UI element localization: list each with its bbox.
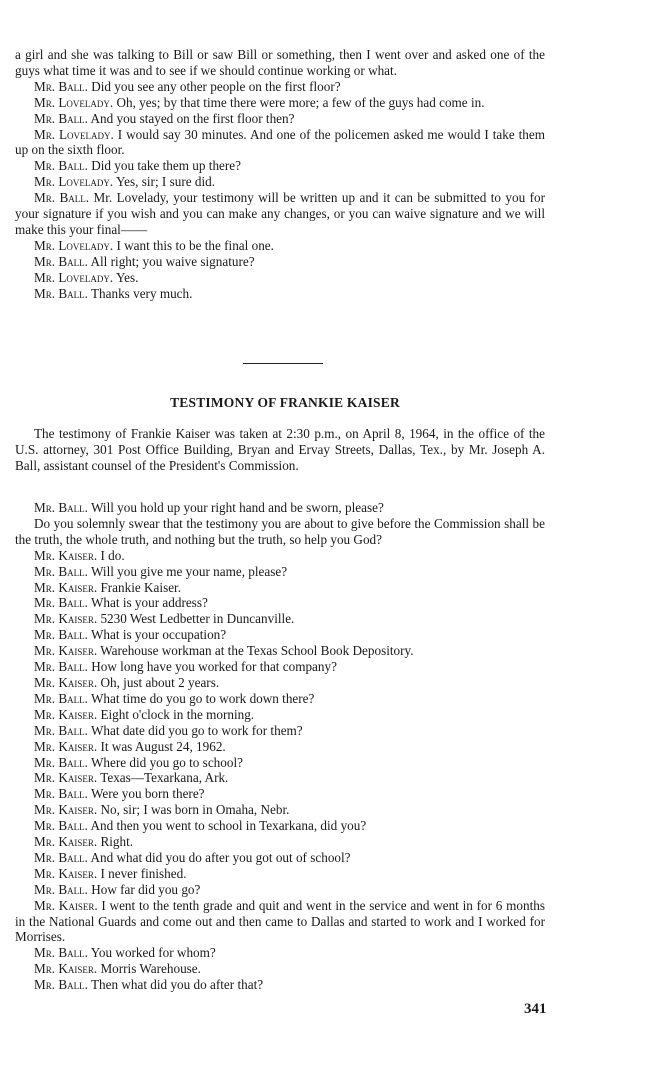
speech-text: What is your occupation? [87, 627, 227, 643]
speech-text: Do you solemnly swear that the testimony you are about to give before the Commission shall be the truth, the whole truth, and nothing but the truth, so help you God? [15, 515, 545, 547]
transcript-paragraph [15, 174, 545, 190]
testimony-intro [15, 426, 545, 474]
speaker-label: Mr. Kaiser. [34, 834, 98, 850]
speech-text: I went to the tenth grade and quit and went in the service and went in for 6 months in the National Guards and come out and then came to Dallas and started to work and I worked for Morrises. [15, 897, 545, 945]
speaker-label: Mr. Ball. [34, 110, 88, 126]
transcript-paragraph [15, 127, 545, 159]
speech-text: Thanks very much. [87, 285, 193, 301]
speaker-label: Mr. Ball. [34, 881, 88, 897]
speech-text: Yes. [113, 269, 139, 285]
top-transcript-section [15, 47, 545, 302]
speech-text: I do. [97, 547, 125, 563]
transcript-paragraph [15, 111, 545, 127]
speaker-label: Mr. Ball. [34, 190, 90, 206]
transcript-paragraph [15, 611, 545, 627]
transcript-paragraph [15, 238, 545, 254]
speaker-label: Mr. Lovelady. [34, 94, 114, 110]
speech-text: Then what did you do after that? [87, 977, 264, 993]
transcript-paragraph [15, 190, 545, 238]
transcript-paragraph [15, 802, 545, 818]
speaker-label: Mr. Lovelady. [34, 174, 114, 190]
transcript-paragraph [15, 580, 545, 596]
speech-text: I never finished. [97, 865, 187, 881]
speech-text: How far did you go? [87, 881, 201, 897]
speaker-label: Mr. Kaiser. [34, 674, 98, 690]
speaker-label: Mr. Kaiser. [34, 865, 98, 881]
speaker-label: Mr. Kaiser. [34, 897, 98, 913]
transcript-paragraph [15, 79, 545, 95]
speech-text: Did you see any other people on the first floor? [87, 78, 341, 94]
speech-text: Will you hold up your right hand and be sworn, please? [87, 500, 384, 515]
speech-text: What date did you go to work for them? [87, 722, 303, 738]
page-number: 341 [524, 1001, 547, 1017]
speech-text: How long have you worked for that company? [87, 659, 337, 675]
speaker-label: Mr. Ball. [34, 977, 88, 993]
speech-text: Texas—Texarkana, Ark. [97, 770, 229, 786]
transcript-paragraph [15, 882, 545, 898]
speaker-label: Mr. Kaiser. [34, 643, 98, 659]
transcript-paragraph [15, 834, 545, 850]
speech-text: It was August 24, 1962. [97, 738, 226, 754]
speech-text: Oh, just about 2 years. [97, 674, 220, 690]
speech-text: Mr. Lovelady, your testimony will be written up and it can be submitted to you for your signature if you wish and you can make any changes, or you can waive signature and we will make this your final—— [15, 190, 545, 237]
speech-text: And what did you do after you got out of school? [87, 849, 351, 865]
speaker-label: Mr. Ball. [34, 158, 88, 174]
speaker-label: Mr. Lovelady. [34, 269, 114, 285]
transcript-paragraph [15, 675, 545, 691]
transcript-paragraph [15, 866, 545, 882]
transcript-paragraph [15, 595, 545, 611]
speaker-label: Mr. Ball. [34, 253, 88, 269]
speaker-label: Mr. Ball. [34, 500, 88, 515]
transcript-paragraph [15, 643, 545, 659]
speaker-label: Mr. Ball. [34, 945, 88, 961]
transcript-paragraph [15, 548, 545, 564]
transcript-paragraph [15, 627, 545, 643]
speaker-label: Mr. Ball. [34, 659, 88, 675]
speaker-label: Mr. Ball. [34, 78, 88, 94]
speaker-label: Mr. Ball. [34, 818, 88, 834]
speech-text: I want this to be the final one. [113, 237, 274, 253]
speech-text: And you stayed on the first floor then? [87, 110, 295, 126]
speech-text: Where did you go to school? [87, 754, 243, 770]
transcript-paragraph [15, 158, 545, 174]
transcript-paragraph [15, 818, 545, 834]
speech-text: Oh, yes; by that time there were more; a few of the guys had come in. [113, 94, 485, 110]
speaker-label: Mr. Kaiser. [34, 738, 98, 754]
speech-text: And then you went to school in Texarkana, did you? [87, 818, 367, 834]
kaiser-transcript-section [15, 500, 545, 993]
speech-text: Right. [97, 834, 134, 850]
speech-text: Did you take them up there? [87, 158, 241, 174]
speaker-label: Mr. Lovelady. [34, 237, 114, 253]
speech-text: 5230 West Ledbetter in Duncanville. [97, 611, 295, 627]
speaker-label: Mr. Ball. [34, 754, 88, 770]
speech-text: Morris Warehouse. [97, 961, 201, 977]
transcript-paragraph [15, 850, 545, 866]
speaker-label: Mr. Kaiser. [34, 579, 98, 595]
transcript-paragraph [15, 977, 545, 993]
speaker-label: Mr. Ball. [34, 786, 88, 802]
speaker-label: Mr. Kaiser. [34, 547, 98, 563]
speech-text: All right; you waive signature? [87, 253, 255, 269]
transcript-paragraph [15, 286, 545, 302]
transcript-paragraph [15, 500, 545, 516]
transcript-paragraph [15, 516, 545, 548]
speaker-label: Mr. Kaiser. [34, 706, 98, 722]
speaker-label: Mr. Ball. [34, 285, 88, 301]
speech-text: Eight o'clock in the morning. [97, 706, 255, 722]
speech-text: Were you born there? [87, 786, 205, 802]
transcript-paragraph [15, 898, 545, 946]
transcript-paragraph [15, 270, 545, 286]
speech-text: No, sir; I was born in Omaha, Nebr. [97, 802, 290, 818]
speaker-label: Mr. Ball. [34, 722, 88, 738]
speaker-label: Mr. Kaiser. [34, 961, 98, 977]
transcript-paragraph [15, 723, 545, 739]
speech-text: Will you give me your name, please? [87, 563, 288, 579]
transcript-paragraph [15, 95, 545, 111]
speaker-label: Mr. Kaiser. [34, 770, 98, 786]
transcript-paragraph [15, 659, 545, 675]
speaker-label: Mr. Kaiser. [34, 802, 98, 818]
section-divider [243, 363, 323, 364]
transcript-paragraph [15, 47, 545, 79]
speech-text: What is your address? [87, 595, 208, 611]
transcript-paragraph [15, 945, 545, 961]
speech-text: Warehouse workman at the Texas School Book Depository. [97, 643, 414, 659]
transcript-paragraph [15, 755, 545, 771]
transcript-paragraph [15, 254, 545, 270]
transcript-paragraph [15, 564, 545, 580]
speaker-label: Mr. Ball. [34, 849, 88, 865]
transcript-paragraph [15, 691, 545, 707]
speaker-label: Mr. Ball. [34, 627, 88, 643]
transcript-paragraph [15, 961, 545, 977]
speaker-label: Mr. Ball. [34, 563, 88, 579]
section-heading: TESTIMONY OF FRANKIE KAISER [170, 395, 400, 410]
speech-text: Frankie Kaiser. [97, 579, 182, 595]
speech-text: You worked for whom? [87, 945, 216, 961]
speaker-label: Mr. Ball. [34, 595, 88, 611]
transcript-paragraph [15, 707, 545, 723]
speech-text: a girl and she was talking to Bill or saw Bill or something, then I went over and asked one of the guys what time it was and to see if we should continue working or what. [15, 47, 545, 78]
transcript-paragraph [15, 770, 545, 786]
speaker-label: Mr. Lovelady. [34, 126, 114, 142]
speech-text: What time do you go to work down there? [87, 690, 315, 706]
speaker-label: Mr. Kaiser. [34, 611, 98, 627]
transcript-paragraph [15, 739, 545, 755]
speech-text: I would say 30 minutes. And one of the policemen asked me would I take them up on the sixth floor. [15, 126, 546, 158]
speech-text: Yes, sir; I sure did. [113, 174, 216, 190]
transcript-paragraph [15, 786, 545, 802]
speaker-label: Mr. Ball. [34, 690, 88, 706]
intro-paragraph: The testimony of Frankie Kaiser was taken at 2:30 p.m., on April 8, 1964, in the office of the U.S. attorney, 301 Post Office Building, Bryan and Ervay Streets, Dallas, Tex., by Mr. Joseph A. Ball, assistant counsel of the President's Commission. [15, 426, 545, 473]
